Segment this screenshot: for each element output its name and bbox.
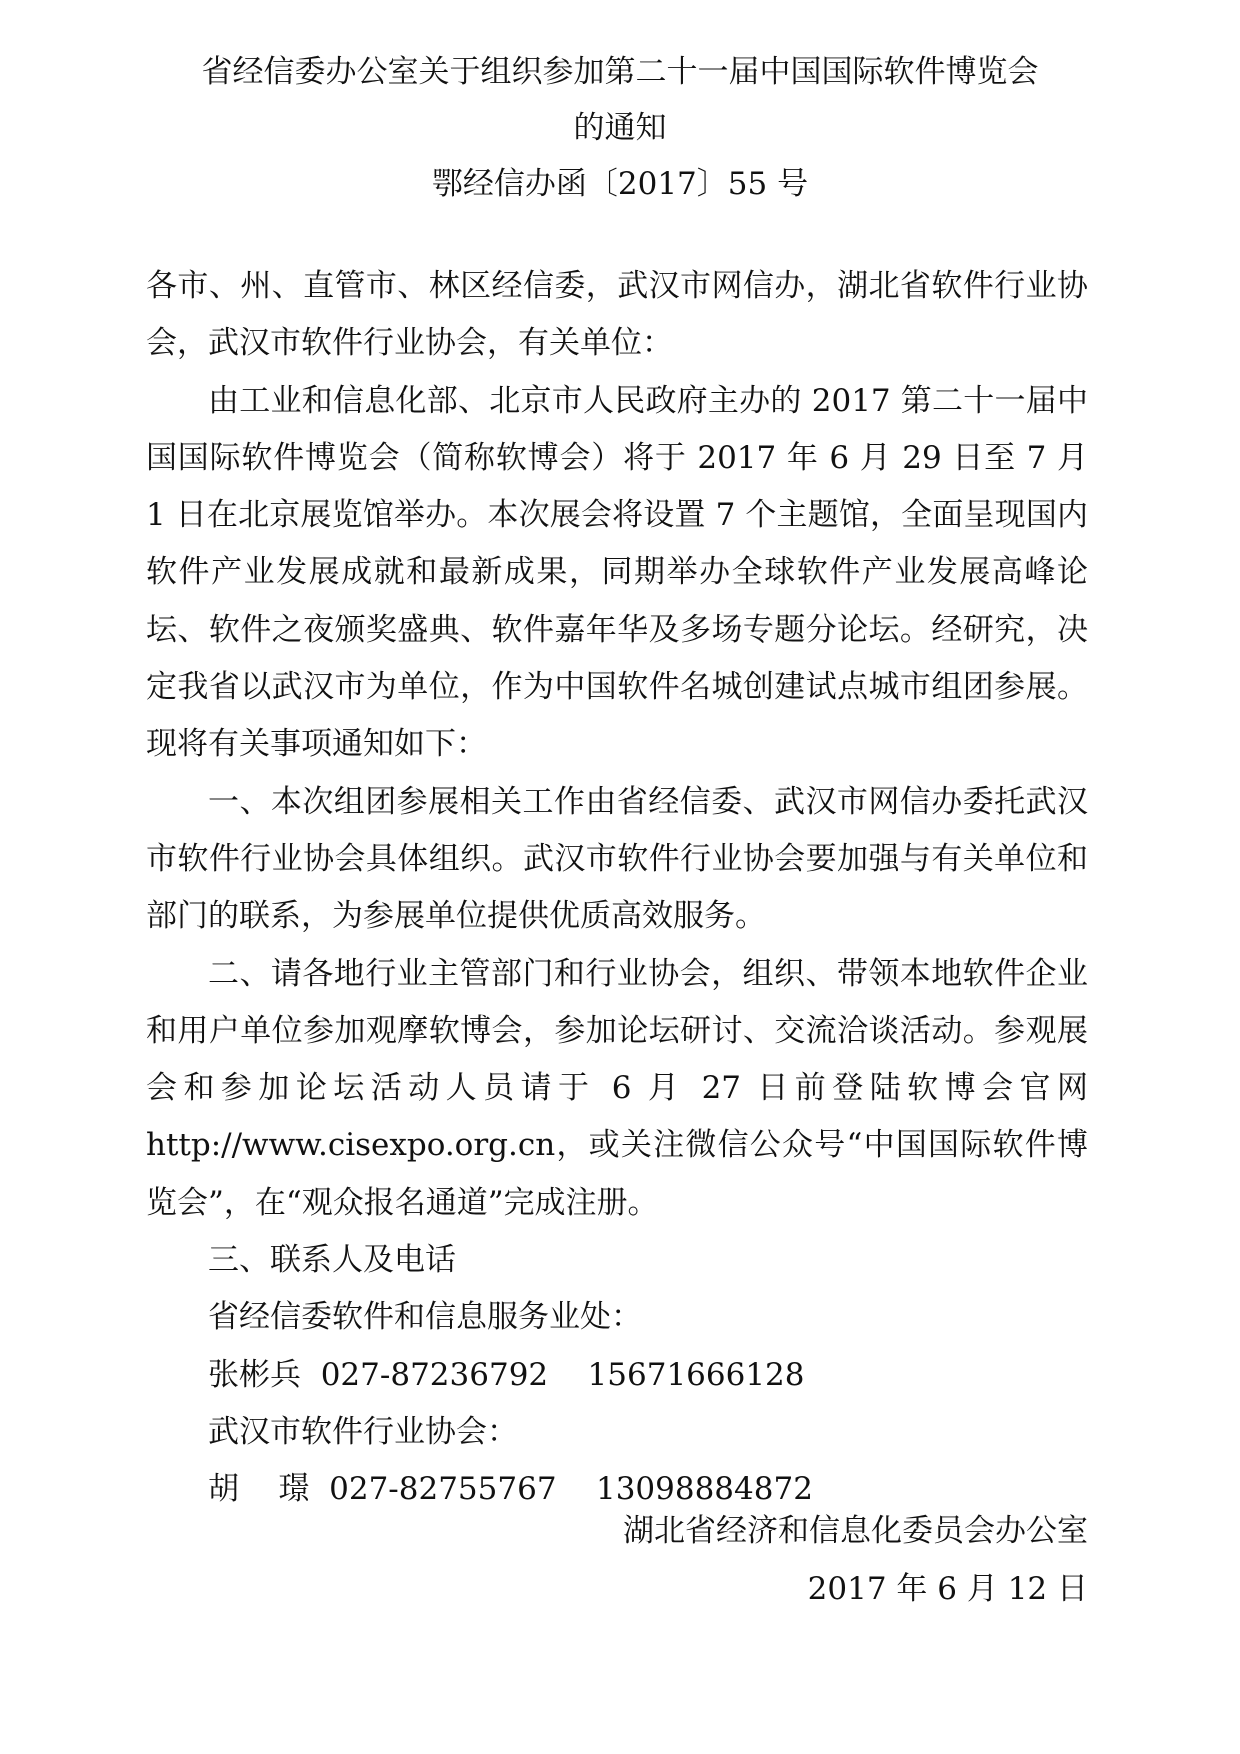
signature-date: 2017 年 6 月 12 日 [807,1571,1088,1607]
paragraph-item-1: 一、本次组团参展相关工作由省经信委、武汉市网信办委托武汉市软件行业协会具体组织。武汉市软件行业协会要加强与有关单位和部门的联系，为参展单位提供优质高效服务。 [146,783,1088,935]
contacts-heading: 三、联系人及电话 [208,1242,456,1279]
contact-person-1: 张彬兵 027-87236792 15671666128 [208,1356,805,1393]
signature-block [623,1502,1088,1618]
document-title-line-1: 省经信委办公室关于组织参加第二十一届中国国际软件博览会 [201,54,1039,90]
signature-organization: 湖北省经济和信息化委员会办公室 [623,1513,1088,1549]
contact-org-2: 武汉市软件行业协会： [208,1413,518,1450]
contact-person-2: 胡 璟 027-82755767 13098884872 [208,1471,813,1508]
document-title-line-2: 的通知 [573,110,667,146]
document-body [146,258,1088,1519]
document-header [150,44,1090,212]
document-number: 鄂经信办函〔2017〕55 号 [431,166,809,202]
paragraph-intro: 由工业和信息化部、北京市人民政府主办的 2017 第二十一届中国国际软件博览会（简称软博会）将于 2017 年 6 月 29 日至 7 月 1 日在北京展览馆举办。本次展会将设置 7 个主题馆，全面呈现国内软件产业发展成就和最新成果，同期举办全球软件产业发展高峰论坛、软件之夜颁奖盛典、软件嘉年华及多场专题分论坛。经研究，决定我省以武汉市为单位，作为中国软件名城创建试点城市组团参展。现将有关事项通知如下： [146,382,1088,763]
contact-org-1: 省经信委软件和信息服务业处： [208,1299,642,1336]
paragraph-item-2: 二、请各地行业主管部门和行业协会，组织、带领本地软件企业和用户单位参加观摩软博会，参加论坛研讨、交流洽谈活动。参观展会和参加论坛活动人员请于 6 月 27 日前登陆软博会官网 http://www.cisexpo.org.cn，或关注微信公众号“中国国际软件博览会”，在“观众报名通道”完成注册。 [146,955,1088,1221]
recipients: 各市、州、直管市、林区经信委，武汉市网信办，湖北省软件行业协会，武汉市软件行业协会，有关单位： [146,268,1088,362]
